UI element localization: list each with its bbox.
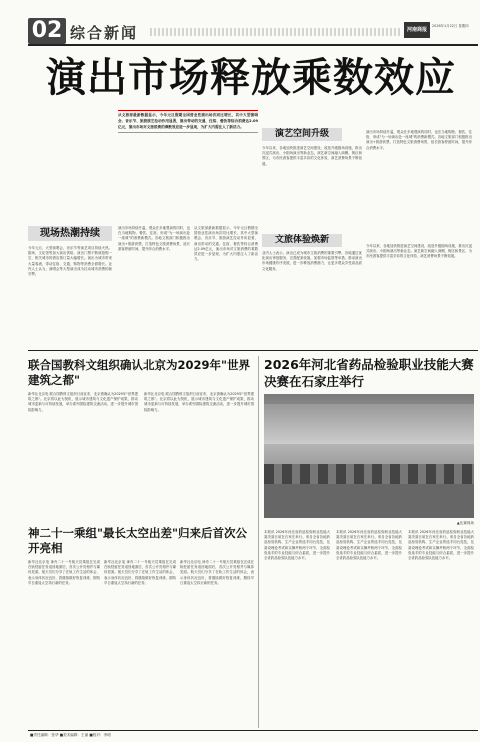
column-divider (258, 356, 259, 728)
masthead-date: 2026年1月22日 星期四 (432, 24, 469, 28)
story3-body-col1: 新华社北京电 神舟二十一号航天员乘组在完成在轨驻留任务返回地面后，首次公开亮相并与媒体见面。航天员们分享了在轨工作生活的体会，表示身体状况良好，将继续做好恢复训练，期待早日重返太空执行新的任务。 (28, 560, 100, 585)
lead-summary: 从文旅部最新数据显示，今年元旦假期全国营业性演出场次同比增长，其中大型演唱会、音乐节、旅游演艺拉动作用显著，演出带动的交通、住宿、餐饮等综合消费达2.09亿元，演出市场对文旅消费的乘数效应进一步显现，为扩大内需注入了新活力。 (118, 112, 258, 133)
story2-headline: 联合国教科文组织确认北京为2029年"世界建筑之都" (28, 358, 250, 387)
photo-floor (264, 484, 474, 518)
lead-headline: 演出市场释放乘数效应 (46, 55, 456, 101)
story4-headline: 2026年河北省药品检验职业技能大赛决赛在石家庄举行 (264, 357, 474, 389)
story3-body-col2: 新华社北京电 神舟二十一号航天员乘组在完成在轨驻留任务返回地面后，首次公开亮相并与媒体见面。航天员们分享了在轨工作生活的体会，表示身体状况良好，将继续做好恢复训练，期待早日重返太空执行新的任务。 (104, 560, 176, 585)
section-title: 综合新闻 (70, 24, 139, 42)
paper-logo: 河南商报 (404, 22, 430, 38)
lead-body-col2: 从文旅部最新数据显示，今年元旦假期全国营业性演出场次同比增长，其中大型演唱会、音乐节、旅游演艺拉动作用显著，演出带动的交通、住宿、餐饮等综合消费达2.09亿元，演出市场对文旅消费的乘数效应进一步显现，为扩大内需注入了新活力。 (194, 226, 258, 262)
right-section-body-2b: 今年以来，各地加快推进演艺空间建设，改造升级剧场设施，推出沉浸式演出、小剧场演出等新业态。演艺新空间融入商圈、街区和景区，为市民游客提供丰富多彩的文化体验，演艺消费场景不断拓展。 (366, 244, 472, 259)
story4-body-col2: 本报讯 2026年河北省药品检验职业技能大赛决赛日前在石家庄举行。来自全省各地药品检验机构、生产企业的选手同台竞技，比赛设理论考试和实操考核两个环节，全面检验选手的专业技能与综合素质，进一步提升全省药品检验队伍能力水平。 (336, 530, 402, 561)
story3-headline: 神二十一乘组"最长太空出差"归来后首次公开亮相 (28, 526, 247, 555)
right-section-body-2a: 业内人士表示，演出已成为城市文旅消费的重要引擎。各地通过优化演出审批服务、完善配套设施、加强市场监管等举措，推动演出市场健康有序发展，进一步释放消费潜力，让更多观众享受高品质文化服务。 (262, 251, 362, 271)
photo-table-row (264, 464, 474, 484)
story4-photo (264, 394, 474, 518)
right-section-body-1b: 演出市场持续升温，观众在多地观演的同时，也在当地购物、餐饮、住宿，形成"为一场演出赴一座城"的消费新模式。各地文旅部门积极推出演出+旅游套票，打造特色文旅消费场景，延长游客停留时间，提升综合消费水平。 (366, 130, 472, 150)
lead-body-col1: 演出市场持续升温，观众在多地观演的同时，也在当地购物、餐饮、住宿，形成"为一场演出赴一座城"的消费新模式。各地文旅部门积极推出演出+旅游套票，打造特色文旅消费场景，延长游客停留时间，提升综合消费水平。 (118, 226, 190, 251)
side-box-title: 现场热潮持续 (28, 226, 112, 241)
story2-body-col1: 新华社北京电 联合国教科文组织日前宣布，北京被确认为2029年"世界建筑之都"。北京将以此为契机，展示城市建筑与文化遗产保护成果，推动城市更新与可持续发展，举办系列国际建筑交流活动，进一步提升城市国际影响力。 (28, 392, 138, 412)
summary-accent-line (118, 110, 258, 111)
side-box-body: 今年元旦，大型演唱会、音乐节等演艺项目持续火热。剧场、文化馆等加大演出供给，演出门票不断被抢购一空，相关城市的酒店预订量大幅增长。演出为城市带来大量客流，带动住宿、交通、购物等消费全面增长。业内人士认为，演唱会等大型演出成为拉动城市消费的新引擎。 (28, 246, 112, 277)
right-section-body-1a: 今年以来，各地加快推进演艺空间建设，改造升级剧场设施，推出沉浸式演出、小剧场演出等新业态。演艺新空间融入商圈、街区和景区，为市民游客提供丰富多彩的文化体验，演艺消费场景不断拓展。 (262, 146, 362, 166)
photo-stage-banner (264, 404, 474, 444)
footer-credits: ■责任编辑：张华 ■美术编辑：王丽 ■校对：李明 (30, 733, 111, 737)
story2-body-col2: 新华社北京电 联合国教科文组织日前宣布，北京被确认为2029年"世界建筑之都"。北京将以此为契机，展示城市建筑与文化遗产保护成果，推动城市更新与可持续发展，举办系列国际建筑交流活动，进一步提升城市国际影响力。 (144, 392, 254, 412)
section-divider (28, 350, 478, 351)
masthead-decor-bar (150, 28, 400, 36)
story4-photo-caption: ▲比赛现场 (456, 521, 474, 525)
story3-body-col3: 新华社北京电 神舟二十一号航天员乘组在完成在轨驻留任务返回地面后，首次公开亮相并与媒体见面。航天员们分享了在轨工作生活的体会，表示身体状况良好，将继续做好恢复训练，期待早日重返太空执行新的任务。 (180, 560, 254, 585)
masthead-rule (28, 44, 478, 46)
page-number-badge: 02 (28, 18, 66, 44)
right-section-title-2: 文旅体验焕新 (262, 234, 342, 247)
masthead (0, 0, 480, 46)
footer-rule (28, 730, 478, 731)
story4-body-col1: 本报讯 2026年河北省药品检验职业技能大赛决赛日前在石家庄举行。来自全省各地药品检验机构、生产企业的选手同台竞技，比赛设理论考试和实操考核两个环节，全面检验选手的专业技能与综合素质，进一步提升全省药品检验队伍能力水平。 (264, 530, 330, 561)
right-section-title-1: 演艺空间升级 (262, 128, 342, 141)
story4-body-col3: 本报讯 2026年河北省药品检验职业技能大赛决赛日前在石家庄举行。来自全省各地药品检验机构、生产企业的选手同台竞技，比赛设理论考试和实操考核两个环节，全面检验选手的专业技能与综合素质，进一步提升全省药品检验队伍能力水平。 (408, 530, 474, 561)
